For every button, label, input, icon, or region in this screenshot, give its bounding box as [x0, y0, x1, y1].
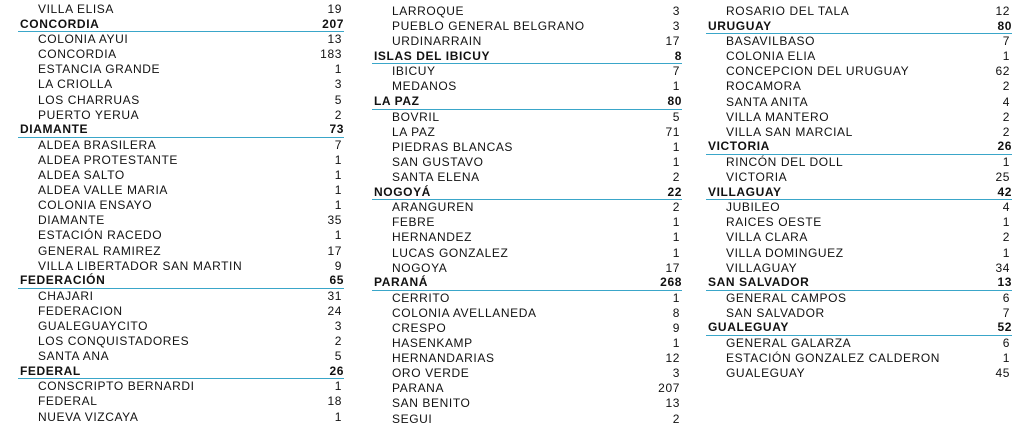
locality-count: 31 — [327, 288, 342, 303]
locality-name: SANTA ANITA — [726, 94, 809, 109]
locality-count: 2 — [1002, 109, 1010, 124]
locality-name: JUBILEO — [726, 200, 781, 215]
locality-count: 2 — [334, 107, 342, 122]
locality-row — [18, 198, 344, 213]
locality-row — [706, 366, 1012, 381]
department-name: FEDERACIÓN — [20, 273, 106, 288]
locality-row — [706, 79, 1012, 94]
locality-count: 2 — [1002, 230, 1010, 245]
locality-name: SANTA ANA — [38, 349, 110, 364]
locality-count: 17 — [665, 260, 680, 275]
department-header-row — [18, 364, 344, 379]
locality-name: RAICES OESTE — [726, 215, 822, 230]
locality-row — [18, 108, 344, 123]
locality-row — [706, 170, 1012, 185]
locality-row — [18, 319, 344, 334]
locality-row — [706, 95, 1012, 110]
locality-row — [372, 110, 682, 125]
department-name: DIAMANTE — [20, 122, 89, 137]
locality-count: 1 — [334, 228, 342, 243]
locality-row — [18, 289, 344, 304]
locality-name: VILLA LIBERTADOR SAN MARTIN — [38, 258, 243, 273]
department-name: URUGUAY — [708, 18, 772, 33]
locality-name: PARANA — [392, 381, 445, 396]
locality-name: ALDEA SALTO — [38, 168, 125, 183]
locality-count: 1 — [672, 79, 680, 94]
locality-row — [706, 351, 1012, 366]
locality-name: VILLA ELISA — [38, 2, 114, 16]
department-header-row — [372, 276, 682, 291]
locality-count: 18 — [327, 394, 342, 409]
locality-name: LOS CHARRUAS — [38, 92, 140, 107]
locality-row — [18, 32, 344, 47]
locality-row — [372, 64, 682, 79]
locality-count: 3 — [672, 4, 680, 18]
department-header-row — [372, 185, 682, 200]
locality-name: CONSCRIPTO BERNARDI — [38, 379, 195, 394]
locality-row — [18, 62, 344, 77]
department-header-row — [706, 321, 1012, 336]
locality-count: 7 — [672, 64, 680, 79]
locality-count: 2 — [1002, 79, 1010, 94]
locality-count: 1 — [672, 215, 680, 230]
locality-name: COLONIA ENSAYO — [38, 198, 153, 213]
locality-count: 3 — [672, 366, 680, 381]
department-name: FEDERAL — [20, 363, 81, 378]
locality-count: 1 — [1002, 215, 1010, 230]
locality-row — [706, 34, 1012, 49]
locality-name: ORO VERDE — [392, 366, 470, 381]
locality-name: HERNANDEZ — [392, 230, 473, 245]
locality-count: 13 — [665, 396, 680, 411]
locality-name: COLONIA AVELLANEDA — [392, 305, 537, 320]
department-name: VICTORIA — [708, 139, 770, 154]
department-header-row — [18, 17, 344, 32]
locality-name: FEBRE — [392, 215, 436, 230]
department-header-row — [372, 95, 682, 110]
department-total: 22 — [667, 184, 682, 199]
locality-row — [18, 93, 344, 108]
locality-count: 62 — [995, 64, 1010, 79]
locality-name: SAN SALVADOR — [726, 305, 825, 320]
locality-count: 1 — [334, 409, 342, 424]
locality-row — [706, 336, 1012, 351]
locality-count: 3 — [334, 77, 342, 92]
locality-count: 12 — [665, 351, 680, 366]
locality-name: SAN BENITO — [392, 396, 471, 411]
locality-count: 1 — [672, 154, 680, 169]
locality-name: NOGOYA — [392, 260, 448, 275]
locality-name: NUEVA VIZCAYA — [38, 409, 139, 424]
locality-row — [18, 244, 344, 259]
locality-count: 1 — [1002, 154, 1010, 169]
locality-count: 6 — [1002, 336, 1010, 351]
department-name: VILLAGUAY — [708, 184, 782, 199]
locality-name: ROSARIO DEL TALA — [726, 4, 850, 18]
department-total: 207 — [322, 16, 344, 31]
locality-count: 5 — [334, 92, 342, 107]
locality-row — [706, 261, 1012, 276]
locality-count: 4 — [1002, 200, 1010, 215]
locality-row — [372, 79, 682, 94]
locality-count: 2 — [672, 411, 680, 426]
department-name: SAN SALVADOR — [708, 275, 810, 290]
locality-name: HERNANDARIAS — [392, 351, 495, 366]
locality-count: 13 — [327, 32, 342, 47]
department-header-row — [18, 123, 344, 138]
locality-count: 1 — [334, 198, 342, 213]
locality-count: 1 — [1002, 49, 1010, 64]
locality-row — [706, 291, 1012, 306]
locality-name: IBICUY — [392, 64, 436, 79]
locality-name: GUALEGUAYCITO — [38, 318, 149, 333]
locality-name: VILLAGUAY — [726, 260, 798, 275]
department-name: PARANÁ — [374, 275, 429, 290]
locality-name: VILLA CLARA — [726, 230, 808, 245]
locality-count: 1 — [672, 139, 680, 154]
locality-count: 45 — [995, 366, 1010, 381]
department-total: 13 — [997, 275, 1012, 290]
locality-row — [18, 183, 344, 198]
locality-row — [706, 215, 1012, 230]
locality-count: 12 — [995, 4, 1010, 18]
locality-name: ROCAMORA — [726, 79, 802, 94]
department-total: 80 — [997, 18, 1012, 33]
locality-row — [18, 2, 344, 17]
locality-name: LA CRIOLLA — [38, 77, 113, 92]
locality-row — [706, 4, 1012, 19]
locality-name: PUEBLO GENERAL BELGRANO — [392, 19, 585, 34]
locality-count: 1 — [1002, 351, 1010, 366]
department-name: CONCORDIA — [20, 16, 100, 31]
locality-name: DIAMANTE — [38, 213, 105, 228]
locality-name: VICTORIA — [726, 170, 788, 185]
locality-row — [372, 230, 682, 245]
locality-row — [706, 64, 1012, 79]
column-1 — [18, 2, 344, 425]
locality-count: 1 — [1002, 245, 1010, 260]
locality-name: ESTACIÓN GONZALEZ CALDERON — [726, 351, 941, 366]
locality-name: CONCEPCION DEL URUGUAY — [726, 64, 910, 79]
department-header-row — [706, 185, 1012, 200]
locality-row — [18, 138, 344, 153]
locality-row — [372, 291, 682, 306]
locality-name: SEGUI — [392, 411, 433, 426]
locality-name: CERRITO — [392, 290, 450, 305]
locality-row — [372, 261, 682, 276]
locality-count: 2 — [334, 334, 342, 349]
locality-count: 1 — [672, 230, 680, 245]
department-total: 52 — [997, 320, 1012, 335]
locality-count: 1 — [672, 290, 680, 305]
locality-row — [18, 228, 344, 243]
department-header-row — [18, 274, 344, 289]
locality-row — [372, 34, 682, 49]
locality-count: 1 — [334, 62, 342, 77]
locality-row — [372, 336, 682, 351]
locality-name: GENERAL RAMIREZ — [38, 243, 162, 258]
column-2 — [372, 4, 682, 427]
locality-row — [706, 246, 1012, 261]
locality-count: 3 — [334, 318, 342, 333]
locality-name: CHAJARI — [38, 288, 94, 303]
locality-count: 183 — [320, 47, 342, 62]
locality-row — [372, 306, 682, 321]
locality-row — [18, 394, 344, 409]
locality-name: ALDEA VALLE MARIA — [38, 183, 169, 198]
department-total: 8 — [674, 48, 682, 63]
department-total: 73 — [329, 122, 344, 137]
locality-row — [706, 306, 1012, 321]
locality-count: 7 — [334, 137, 342, 152]
locality-name: CRESPO — [392, 320, 447, 335]
locality-row — [706, 110, 1012, 125]
locality-row — [372, 140, 682, 155]
department-name: ISLAS DEL IBICUY — [374, 48, 491, 63]
locality-row — [18, 349, 344, 364]
locality-row — [372, 412, 682, 427]
locality-count: 4 — [1002, 94, 1010, 109]
locality-name: LOS CONQUISTADORES — [38, 334, 190, 349]
locality-row — [372, 155, 682, 170]
locality-count: 17 — [327, 243, 342, 258]
locality-name: ALDEA PROTESTANTE — [38, 152, 179, 167]
locality-count: 34 — [995, 260, 1010, 275]
locality-count: 24 — [327, 303, 342, 318]
locality-name: ALDEA BRASILERA — [38, 137, 157, 152]
locality-name: GUALEGUAY — [726, 366, 806, 381]
locality-count: 1 — [334, 183, 342, 198]
locality-name: FEDERAL — [38, 394, 98, 409]
locality-name: BASAVILBASO — [726, 34, 816, 49]
locality-name: SAN GUSTAVO — [392, 154, 484, 169]
locality-name: RINCÓN DEL DOLL — [726, 154, 844, 169]
locality-row — [372, 321, 682, 336]
locality-count: 207 — [658, 381, 680, 396]
locality-name: URDINARRAIN — [392, 34, 482, 49]
locality-name: FEDERACION — [38, 303, 123, 318]
locality-name: SANTA ELENA — [392, 170, 480, 185]
locality-name: ESTACIÓN RACEDO — [38, 228, 163, 243]
locality-count: 2 — [672, 200, 680, 215]
locality-count: 5 — [672, 109, 680, 124]
locality-row — [372, 366, 682, 381]
locality-row — [372, 125, 682, 140]
column-3 — [706, 4, 1012, 381]
locality-row — [18, 77, 344, 92]
locality-name: GENERAL GALARZA — [726, 336, 852, 351]
locality-count: 35 — [327, 213, 342, 228]
locality-row — [706, 155, 1012, 170]
department-header-row — [706, 140, 1012, 155]
department-total: 42 — [997, 184, 1012, 199]
locality-count: 17 — [665, 34, 680, 49]
locality-count: 2 — [1002, 124, 1010, 139]
locality-count: 6 — [1002, 290, 1010, 305]
locality-row — [372, 215, 682, 230]
locality-name: LA PAZ — [392, 124, 436, 139]
locality-count: 1 — [672, 336, 680, 351]
locality-name: COLONIA AYUI — [38, 32, 129, 47]
department-name: LA PAZ — [374, 94, 420, 109]
department-total: 268 — [660, 275, 682, 290]
locality-row — [18, 379, 344, 394]
locality-name: HASENKAMP — [392, 336, 473, 351]
locality-row — [372, 19, 682, 34]
locality-row — [706, 230, 1012, 245]
locality-name: ESTANCIA GRANDE — [38, 62, 161, 77]
locality-row — [18, 410, 344, 425]
locality-name: LUCAS GONZALEZ — [392, 245, 509, 260]
department-total: 80 — [667, 94, 682, 109]
department-total: 65 — [329, 273, 344, 288]
department-header-row — [372, 49, 682, 64]
locality-count: 71 — [665, 124, 680, 139]
locality-row — [372, 4, 682, 19]
locality-count: 19 — [327, 2, 342, 16]
locality-name: VILLA DOMINGUEZ — [726, 245, 844, 260]
locality-name: BOVRIL — [392, 109, 440, 124]
locality-row — [18, 47, 344, 62]
locality-name: VILLA SAN MARCIAL — [726, 124, 853, 139]
locality-row — [372, 351, 682, 366]
department-header-row — [706, 19, 1012, 34]
locality-count: 2 — [672, 170, 680, 185]
locality-row — [706, 200, 1012, 215]
locality-name: VILLA MANTERO — [726, 109, 830, 124]
locality-row — [372, 200, 682, 215]
locality-row — [372, 381, 682, 396]
locality-row — [372, 246, 682, 261]
department-name: GUALEGUAY — [708, 320, 789, 335]
locality-row — [706, 125, 1012, 140]
department-name: NOGOYÁ — [374, 184, 431, 199]
department-total: 26 — [997, 139, 1012, 154]
locality-count: 1 — [334, 168, 342, 183]
locality-name: ARANGUREN — [392, 200, 475, 215]
locality-row — [706, 49, 1012, 64]
locality-count: 1 — [334, 379, 342, 394]
locality-row — [18, 213, 344, 228]
locality-count: 7 — [1002, 305, 1010, 320]
locality-count: 7 — [1002, 34, 1010, 49]
locality-name: MEDANOS — [392, 79, 457, 94]
locality-row — [18, 304, 344, 319]
locality-name: COLONIA ELIA — [726, 49, 816, 64]
locality-name: GENERAL CAMPOS — [726, 290, 847, 305]
locality-count: 5 — [334, 349, 342, 364]
locality-count: 8 — [672, 305, 680, 320]
locality-row — [18, 334, 344, 349]
locality-row — [18, 153, 344, 168]
locality-count: 9 — [672, 320, 680, 335]
department-total: 26 — [329, 363, 344, 378]
locality-name: PUERTO YERUA — [38, 107, 140, 122]
locality-count: 3 — [672, 19, 680, 34]
locality-row — [372, 396, 682, 411]
locality-count: 1 — [334, 152, 342, 167]
locality-name: PIEDRAS BLANCAS — [392, 139, 514, 154]
locality-name: LARROQUE — [392, 4, 465, 18]
locality-row — [372, 170, 682, 185]
locality-name: CONCORDIA — [38, 47, 117, 62]
locality-row — [18, 259, 344, 274]
locality-count: 9 — [334, 258, 342, 273]
locality-count: 1 — [672, 245, 680, 260]
locality-count: 25 — [995, 170, 1010, 185]
locality-row — [18, 168, 344, 183]
department-header-row — [706, 276, 1012, 291]
